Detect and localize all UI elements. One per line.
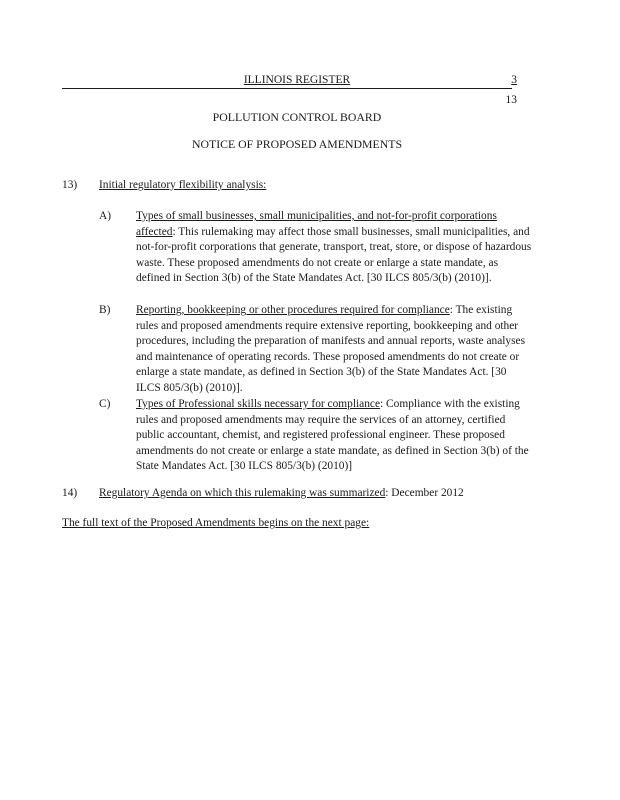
item-a-label: Types of small businesses, small municipalities, and not-for-profit corporations affected [136,210,497,238]
issue-number: 13 [505,94,517,106]
item-a-text: : This rulemaking may affect those small businesses, small municipalities, and not-for-profit corporations that generate, transport, treat, store, or dispose of hazardous waste. These proposed amendments do not create or enlarge a state mandate, as defined in Section 3(b) of the State Mandates Act. [30 ILCS 805/3(b) (2010)]. [136,225,532,284]
section-14-text: : December 2012 [385,487,464,499]
register-title: ILLINOIS REGISTER [243,74,351,86]
section-14-line [99,486,539,502]
item-c-letter: C) [99,398,111,410]
item-c-paragraph [136,397,534,475]
section-14-label: Regulatory Agenda on which this rulemaking was summarized [99,487,386,499]
item-b-label: Reporting, bookkeeping or other procedures required for compliance [136,304,450,316]
item-b-letter: B) [99,304,111,316]
agency-name: POLLUTION CONTROL BOARD [212,110,382,124]
item-c-label: Types of Professional skills necessary for compliance [136,398,381,410]
section-14-number: 14) [62,487,78,499]
section-13-heading: Initial regulatory flexibility analysis: [99,179,267,191]
item-b-text: : The existing rules and proposed amendments require extensive reporting, bookkeeping and other procedures, including the preparation of manifests and annual reports, waste analyses and maintenance of operating records. These proposed amendments do not create or enlarge a state mandate, as defined in Section 3(b) of the State Mandates Act. [30 ILCS 805/3(b) (2010)]. [136,304,526,394]
notice-title: NOTICE OF PROPOSED AMENDMENTS [191,137,403,151]
footer-text: The full text of the Proposed Amendments begins on the next page: [62,517,370,529]
item-a-letter: A) [99,210,112,222]
item-a-paragraph [136,209,534,287]
page-number: 3 [511,74,517,86]
item-c-text: : Compliance with the existing rules and proposed amendments may require the services of an attorney, certified public accountant, chemist, and registered professional engineer. These proposed amendments do not create or enlarge a state mandate, as defined in Section 3(b) of the State Mandates Act. [30 ILCS 805/3(b) (2010)] [136,398,529,472]
header-rule [62,88,512,89]
section-13-number: 13) [62,179,78,191]
item-b-paragraph [136,303,534,396]
